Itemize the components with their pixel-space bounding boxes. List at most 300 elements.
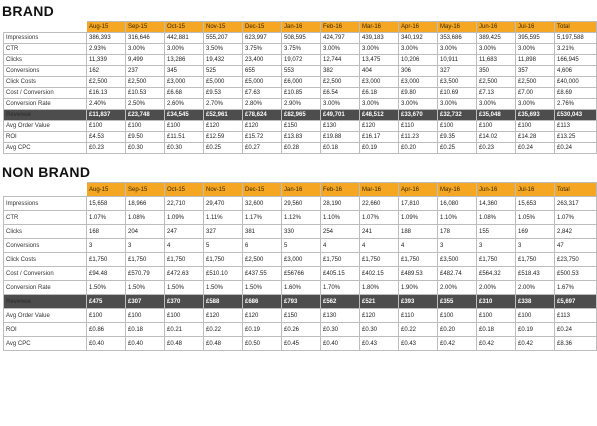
table-cell: £0.86 [87,323,126,337]
table-cell: £9.80 [399,88,438,99]
table-cell: 3.00% [516,99,555,110]
table-cell: £0.24 [555,143,597,154]
table-cell: £7.63 [243,88,282,99]
table-cell: 22,710 [165,197,204,211]
table-row [4,121,597,132]
row-label: Avg CPC [4,143,87,154]
table-cell: 12,744 [321,55,360,66]
table-cell: £82,965 [282,110,321,121]
table-cell: £78,624 [243,110,282,121]
column-header: Apr-16 [399,183,438,197]
table-cell: 168 [87,225,126,239]
table-cell: £12.59 [204,132,243,143]
table-cell: £1,750 [165,253,204,267]
table-row [4,295,597,309]
table-cell: £5,000 [204,77,243,88]
table-cell: £35,693 [516,110,555,121]
column-header: Sep-15 [126,183,165,197]
table-cell: £49,701 [321,110,360,121]
table-cell: £100 [477,121,516,132]
table-cell: £13.25 [555,132,597,143]
table-cell: £355 [438,295,477,309]
table-cell: £0.21 [165,323,204,337]
table-cell: £0.19 [516,323,555,337]
table-cell: 2.00% [516,281,555,295]
row-label: Cost / Conversion [4,267,87,281]
table-cell: £686 [243,295,282,309]
table-cell: £0.22 [204,323,243,337]
table-cell: £500.53 [555,267,597,281]
table-cell: £11.51 [165,132,204,143]
table-cell: £2,500 [477,77,516,88]
table-cell: 424,797 [321,33,360,44]
header-corner-cell [4,22,87,33]
row-label: CTR [4,211,87,225]
table-cell: 3.00% [477,44,516,55]
table-cell: 2.80% [243,99,282,110]
table-row [4,66,597,77]
table-cell: £370 [165,295,204,309]
table-cell: £11,837 [87,110,126,121]
table-cell: £1,750 [321,253,360,267]
table-cell: £1,750 [477,253,516,267]
table-cell: £48,512 [360,110,399,121]
table-cell: 2.70% [204,99,243,110]
column-header: Jul-16 [516,22,555,33]
table-cell: £9.50 [126,132,165,143]
table-cell: £0.26 [282,323,321,337]
row-label: Conversion Rate [4,281,87,295]
table-cell: £100 [516,121,555,132]
table-cell: £120 [243,121,282,132]
table-cell: £482.74 [438,267,477,281]
table-cell: 3.75% [243,44,282,55]
table-cell: 29,470 [204,197,243,211]
column-header: Aug-15 [87,183,126,197]
table-cell: £0.42 [477,337,516,351]
table-cell: £1,750 [516,253,555,267]
table-cell: 162 [87,66,126,77]
column-header: Jun-16 [477,22,516,33]
table-cell: £510.10 [204,267,243,281]
table-cell: £530,043 [555,110,597,121]
table-cell: 3.00% [360,99,399,110]
table-cell: 316,646 [126,33,165,44]
table-cell: 28,190 [321,197,360,211]
table-cell: 2.60% [165,99,204,110]
row-label: Clicks [4,55,87,66]
table-cell: 3.75% [282,44,321,55]
table-cell: £130 [321,309,360,323]
table-cell: £0.30 [126,143,165,154]
table-row [4,143,597,154]
table-cell: £793 [282,295,321,309]
column-header: Feb-16 [321,22,360,33]
table-cell: 1.05% [516,211,555,225]
table-cell: £489.53 [399,267,438,281]
table-cell: 17,810 [399,197,438,211]
table-cell: £0.23 [87,143,126,154]
table-cell: £6,000 [282,77,321,88]
table-cell: £23,748 [126,110,165,121]
table-cell: £0.20 [438,323,477,337]
column-header: May-16 [438,183,477,197]
row-label: Conversions [4,239,87,253]
table-cell: 4 [321,239,360,253]
table-cell: £19.88 [321,132,360,143]
table-cell: 3.00% [399,99,438,110]
table-cell: 655 [243,66,282,77]
table-cell: £11.23 [399,132,438,143]
table-cell: 386,393 [87,33,126,44]
table-cell: 1.07% [87,211,126,225]
table-cell: £1,750 [87,253,126,267]
table-cell: 32,600 [243,197,282,211]
table-cell: £13.83 [282,132,321,143]
table-cell: £8.36 [555,337,597,351]
table-cell: £15.72 [243,132,282,143]
table-cell: £307 [126,295,165,309]
table-cell: 1.08% [477,211,516,225]
table-cell: £0.50 [243,337,282,351]
table-cell: £472.63 [165,267,204,281]
row-label: Revenue [4,110,87,121]
table-cell: £100 [477,309,516,323]
table-cell: £0.30 [360,323,399,337]
table-cell: £150 [282,121,321,132]
table-cell: £100 [438,121,477,132]
table-cell: 29,560 [282,197,321,211]
table-cell: £0.30 [165,143,204,154]
table-cell: 1.50% [204,281,243,295]
table-cell: 3.00% [165,44,204,55]
column-header: Apr-16 [399,22,438,33]
table-cell: £120 [360,309,399,323]
table-cell: 555,207 [204,33,243,44]
table-cell: 340,192 [399,33,438,44]
table-cell: 13,475 [360,55,399,66]
column-header: Jan-16 [282,22,321,33]
column-header: Nov-15 [204,183,243,197]
table-cell: £0.19 [243,323,282,337]
table-cell: 508,595 [282,33,321,44]
table-cell: 13,286 [165,55,204,66]
table-cell: £475 [87,295,126,309]
table-cell: £14.28 [516,132,555,143]
table-cell: £94.48 [87,267,126,281]
table-cell: 2.00% [477,281,516,295]
table-cell: £16.13 [87,88,126,99]
table-cell: £3,000 [399,77,438,88]
row-label: Impressions [4,33,87,44]
table-cell: £0.25 [204,143,243,154]
table-row [4,211,597,225]
table-cell: £0.42 [516,337,555,351]
table-cell: 381 [243,225,282,239]
table-cell: £5,000 [243,77,282,88]
table-cell: £100 [87,121,126,132]
table-cell: £3,000 [165,77,204,88]
table-cell: 254 [321,225,360,239]
table-cell: £110 [399,309,438,323]
table-cell: £33,670 [399,110,438,121]
table-cell: £6.18 [360,88,399,99]
table-cell: 11,683 [477,55,516,66]
table-row [4,337,597,351]
table-cell: £1,750 [399,253,438,267]
table-cell: 19,072 [282,55,321,66]
table-cell: £0.45 [282,337,321,351]
table-row [4,33,597,44]
table-cell: 155 [477,225,516,239]
table-row [4,239,597,253]
table-cell: 241 [360,225,399,239]
table-cell: 2.00% [438,281,477,295]
table-cell: 525 [204,66,243,77]
table-cell: £0.25 [438,143,477,154]
column-header: Mar-16 [360,183,399,197]
table-cell: 1.17% [243,211,282,225]
table-cell: 9,499 [126,55,165,66]
table-cell: 3 [477,239,516,253]
table-cell: 345 [165,66,204,77]
table-cell: 1.90% [399,281,438,295]
table-cell: 6 [243,239,282,253]
column-header: Sep-15 [126,22,165,33]
table-cell: 389,425 [477,33,516,44]
table-cell: £2,500 [516,77,555,88]
table-cell: £14.02 [477,132,516,143]
table-row [4,197,597,211]
table-row [4,132,597,143]
table-cell: 169 [516,225,555,239]
nonbrand-section-title: NON BRAND [2,164,91,180]
table-cell: 3.00% [516,44,555,55]
row-label: Avg Order Value [4,309,87,323]
table-cell: 14,360 [477,197,516,211]
table-cell: 3 [438,239,477,253]
table-cell: £100 [165,121,204,132]
table-cell: £0.24 [555,323,597,337]
table-cell: 237 [126,66,165,77]
header-row [4,22,597,33]
table-cell: 1.50% [165,281,204,295]
table-cell: 263,317 [555,197,597,211]
table-cell: 1.50% [126,281,165,295]
table-cell: 327 [204,225,243,239]
table-row [4,77,597,88]
table-cell: £1,750 [126,253,165,267]
table-cell: 330 [282,225,321,239]
table-cell: £10.69 [438,88,477,99]
column-header: Nov-15 [204,22,243,33]
table-row [4,253,597,267]
table-cell: 1.08% [126,211,165,225]
nonbrand-metrics-table [3,182,597,351]
table-cell: £0.40 [321,337,360,351]
table-cell: 357 [516,66,555,77]
table-row [4,323,597,337]
table-cell: £100 [438,309,477,323]
row-label: Click Costs [4,253,87,267]
table-cell: 350 [477,66,516,77]
table-cell: 247 [165,225,204,239]
table-cell: 553 [282,66,321,77]
table-cell: £100 [126,121,165,132]
table-row [4,267,597,281]
nonbrand-section [0,163,579,351]
table-cell: 15,658 [87,197,126,211]
table-cell: 47 [555,239,597,253]
table-row [4,309,597,323]
row-label: Revenue [4,295,87,309]
table-cell: £52,961 [204,110,243,121]
table-cell: £6.54 [321,88,360,99]
table-cell: 3 [87,239,126,253]
table-cell: £518.43 [516,267,555,281]
table-cell: 3.21% [555,44,597,55]
table-cell: £338 [516,295,555,309]
table-cell: £0.22 [399,323,438,337]
header-row [4,183,597,197]
table-cell: 1.50% [87,281,126,295]
table-cell: 1.80% [360,281,399,295]
table-cell: £0.27 [243,143,282,154]
table-cell: £0.23 [477,143,516,154]
table-cell: 188 [399,225,438,239]
table-cell: £150 [282,309,321,323]
table-row [4,44,597,55]
table-cell: £0.48 [165,337,204,351]
table-cell: £0.18 [321,143,360,154]
table-cell: 3.00% [399,44,438,55]
table-cell: £310 [477,295,516,309]
table-cell: 4 [165,239,204,253]
table-cell: 3.00% [438,44,477,55]
table-cell: £23,750 [555,253,597,267]
table-cell: £5,697 [555,295,597,309]
table-cell: £16.17 [360,132,399,143]
table-cell: 382 [321,66,360,77]
table-cell: 306 [399,66,438,77]
table-cell: 3 [516,239,555,253]
column-header: Dec-15 [243,183,282,197]
table-cell: £0.20 [399,143,438,154]
table-cell: 439,183 [360,33,399,44]
table-cell: £570.79 [126,267,165,281]
table-cell: 3.00% [321,99,360,110]
table-cell: 327 [438,66,477,77]
row-label: Cost / Conversion [4,88,87,99]
table-cell: £56766 [282,267,321,281]
table-cell: 3.00% [438,99,477,110]
table-cell: 1.07% [360,211,399,225]
brand-section-title: BRAND [2,3,55,19]
row-label: ROI [4,323,87,337]
table-row [4,99,597,110]
table-cell: £0.42 [438,337,477,351]
table-cell: £3,500 [438,253,477,267]
table-cell: 10,911 [438,55,477,66]
table-cell: £2,500 [87,77,126,88]
row-label: Clicks [4,225,87,239]
table-cell: 353,686 [438,33,477,44]
row-label: Avg CPC [4,337,87,351]
table-cell: 1.60% [282,281,321,295]
table-cell: £564.32 [477,267,516,281]
table-cell: 3 [126,239,165,253]
table-cell: 3.00% [321,44,360,55]
column-header: Jul-16 [516,183,555,197]
table-cell: £40,000 [555,77,597,88]
table-row [4,55,597,66]
table-cell: 1.07% [555,211,597,225]
table-cell: £562 [321,295,360,309]
table-cell: 11,898 [516,55,555,66]
table-cell: £0.43 [360,337,399,351]
table-cell: £113 [555,121,597,132]
table-cell: 1.09% [399,211,438,225]
column-header: Dec-15 [243,22,282,33]
column-header: Oct-15 [165,22,204,33]
table-cell: £3,000 [360,77,399,88]
table-cell: £100 [126,309,165,323]
table-cell: £120 [243,309,282,323]
table-cell: 2.76% [555,99,597,110]
column-header: Oct-15 [165,183,204,197]
row-label: Avg Order Value [4,121,87,132]
row-label: CTR [4,44,87,55]
table-cell: £393 [399,295,438,309]
table-cell: £0.18 [126,323,165,337]
table-cell: £2,500 [321,77,360,88]
table-cell: £521 [360,295,399,309]
table-cell: 2.93% [87,44,126,55]
table-cell: 15,653 [516,197,555,211]
table-row [4,225,597,239]
table-cell: £0.30 [321,323,360,337]
table-cell: 3.00% [126,44,165,55]
table-cell: £3,000 [282,253,321,267]
brand-metrics-table [3,21,597,154]
table-cell: 5,197,588 [555,33,597,44]
row-label: Conversions [4,66,87,77]
table-cell: 5 [282,239,321,253]
table-cell: 395,595 [516,33,555,44]
column-header: Feb-16 [321,183,360,197]
table-cell: £2,500 [126,77,165,88]
table-cell: 5 [204,239,243,253]
table-cell: £0.40 [87,337,126,351]
row-label: Conversion Rate [4,99,87,110]
table-cell: £3,500 [438,77,477,88]
table-cell: £0.28 [282,143,321,154]
table-cell: 1.11% [204,211,243,225]
table-cell: 1.10% [321,211,360,225]
table-cell: 2.90% [282,99,321,110]
table-cell: £120 [204,309,243,323]
table-cell: 2.50% [126,99,165,110]
brand-section [0,2,584,154]
row-label: ROI [4,132,87,143]
table-cell: £2,500 [243,253,282,267]
table-cell: £0.40 [126,337,165,351]
table-cell: £7.13 [477,88,516,99]
table-cell: £0.19 [360,143,399,154]
table-cell: 1.70% [321,281,360,295]
table-cell: 1.10% [438,211,477,225]
table-cell: £35,048 [477,110,516,121]
